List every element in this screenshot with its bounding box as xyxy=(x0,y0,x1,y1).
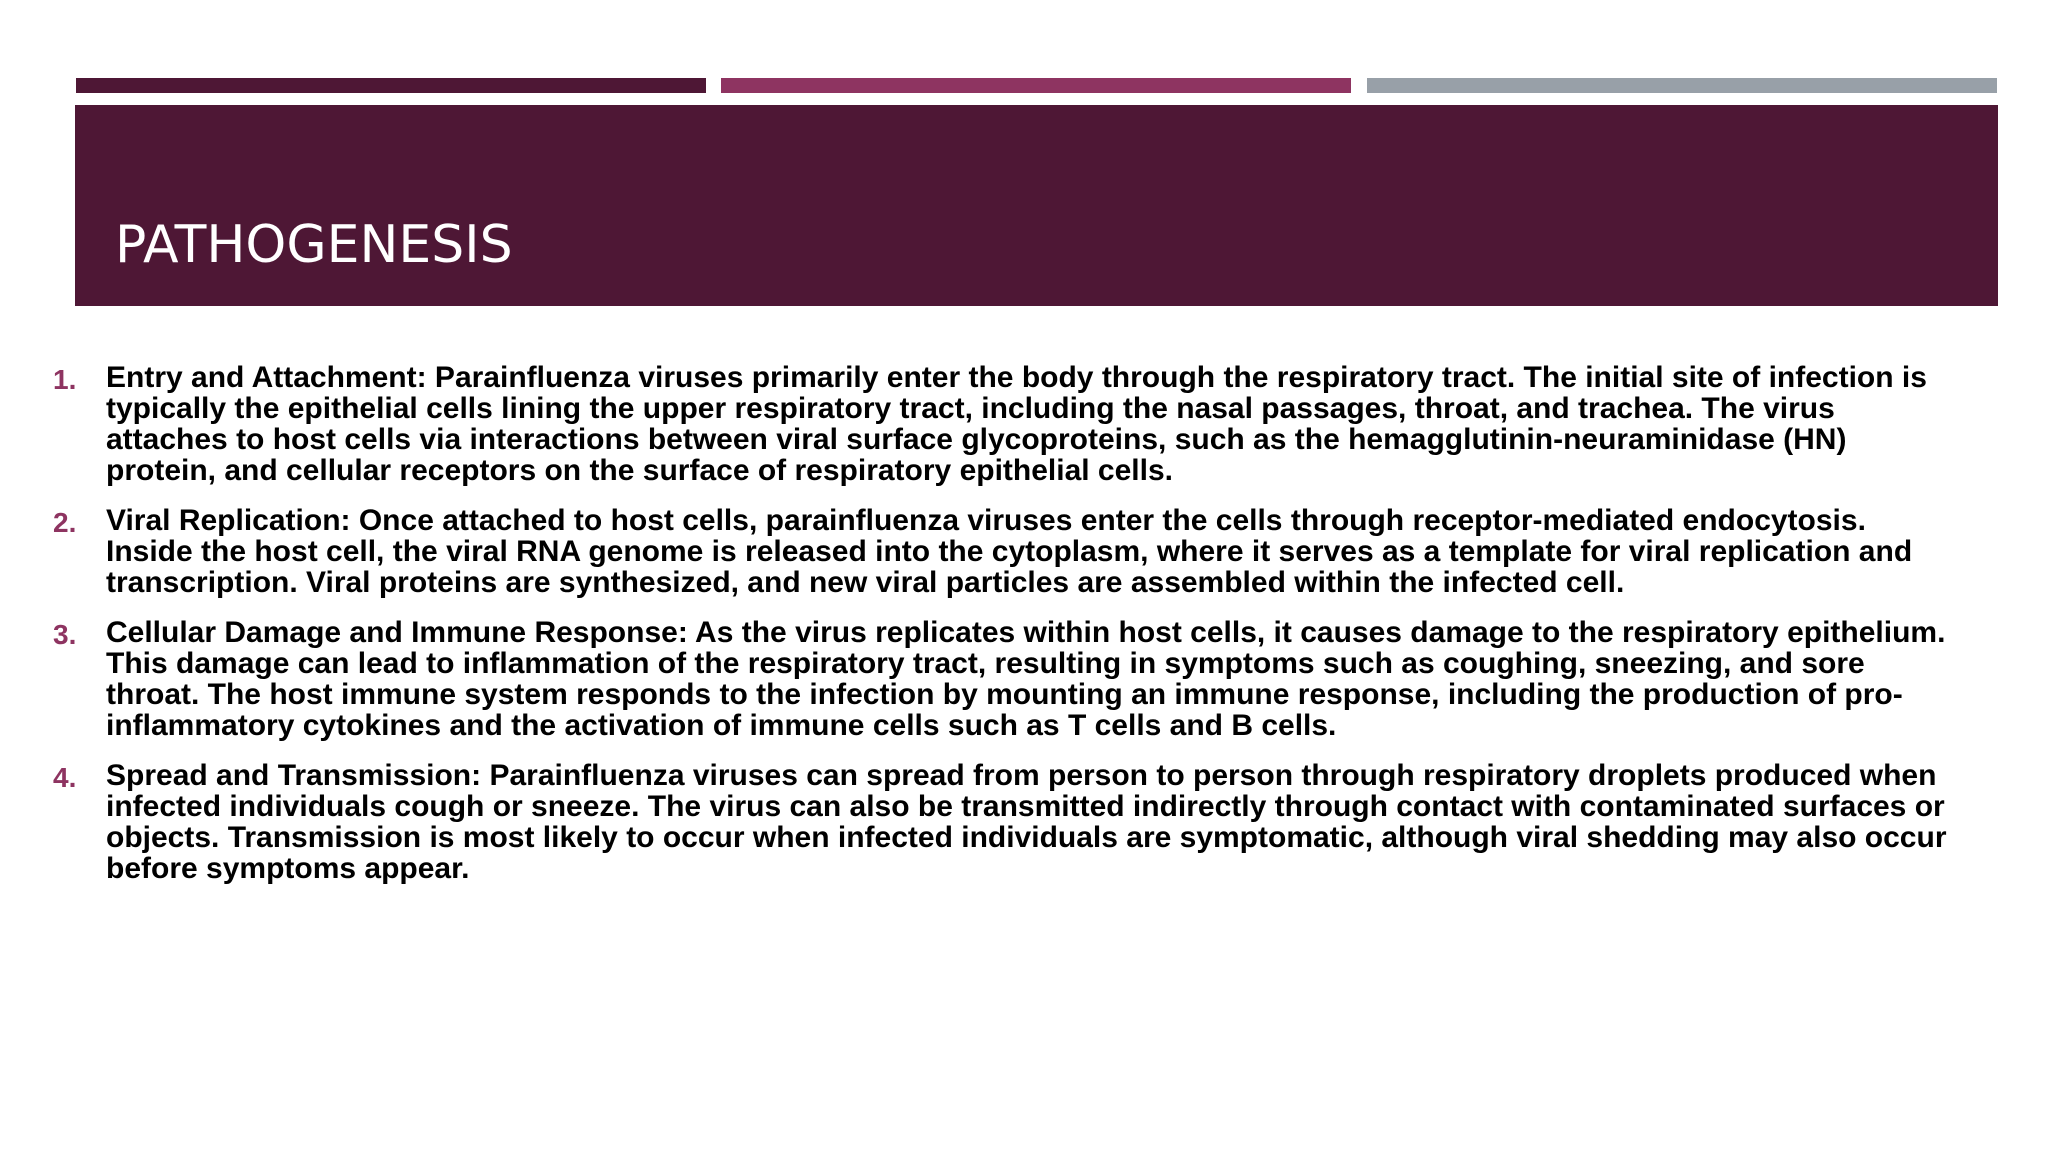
title-band xyxy=(75,105,1998,306)
item-heading: Entry and Attachment: xyxy=(106,361,427,394)
list-number: 4. xyxy=(53,762,77,793)
list-item xyxy=(50,505,1950,598)
list-number: 3. xyxy=(53,619,77,650)
item-text: As the virus replicates within host cells, it causes damage to the respiratory epithelium. This damage can lead to inflammation of the respiratory tract, resulting in symptoms such as coughing, sneezing, and sore throat. The host immune system responds to the infection by mounting an immune response, including the production of pro-inflammatory cytokines and the activation of immune cells such as T cells and B cells. xyxy=(106,616,1946,742)
accent-bar-gray xyxy=(1367,78,1997,93)
item-text: Parainfluenza viruses can spread from person to person through respiratory droplets produced when infected individuals cough or sneeze. The virus can also be transmitted indirectly through contact with contaminated surfaces or objects. Transmission is most likely to occur when infected individuals are symptomatic, although viral shedding may also occur before symptoms appear. xyxy=(106,759,1947,885)
list-item xyxy=(50,362,1950,486)
list-item xyxy=(50,617,1950,741)
list-item xyxy=(50,760,1950,884)
accent-bar-magenta xyxy=(721,78,1351,93)
item-text: Once attached to host cells, parainfluenza viruses enter the cells through receptor-mediated endocytosis. Inside the host cell, the viral RNA genome is released into the cytoplasm, where it serves as a template for viral replication and transcription. Viral proteins are synthesized, and new viral particles are assembled within the infected cell. xyxy=(106,504,1913,599)
item-heading: Cellular Damage and Immune Response: xyxy=(106,616,688,649)
accent-bar-dark xyxy=(76,78,706,93)
slide-title: PATHOGENESIS xyxy=(115,215,513,275)
item-heading: Spread and Transmission: xyxy=(106,759,482,792)
item-heading: Viral Replication: xyxy=(106,504,351,537)
list-number: 2. xyxy=(53,507,77,538)
item-text: Parainfluenza viruses primarily enter the body through the respiratory tract. The initial site of infection is typically the epithelial cells lining the upper respiratory tract, including the nasal passages, throat, and trachea. The virus attaches to host cells via interactions between viral surface glycoproteins, such as the hemagglutinin-neuraminidase (HN) protein, and cellular receptors on the surface of respiratory epithelial cells. xyxy=(106,361,1927,487)
pathogenesis-list xyxy=(50,362,1950,903)
list-number: 1. xyxy=(53,364,77,395)
